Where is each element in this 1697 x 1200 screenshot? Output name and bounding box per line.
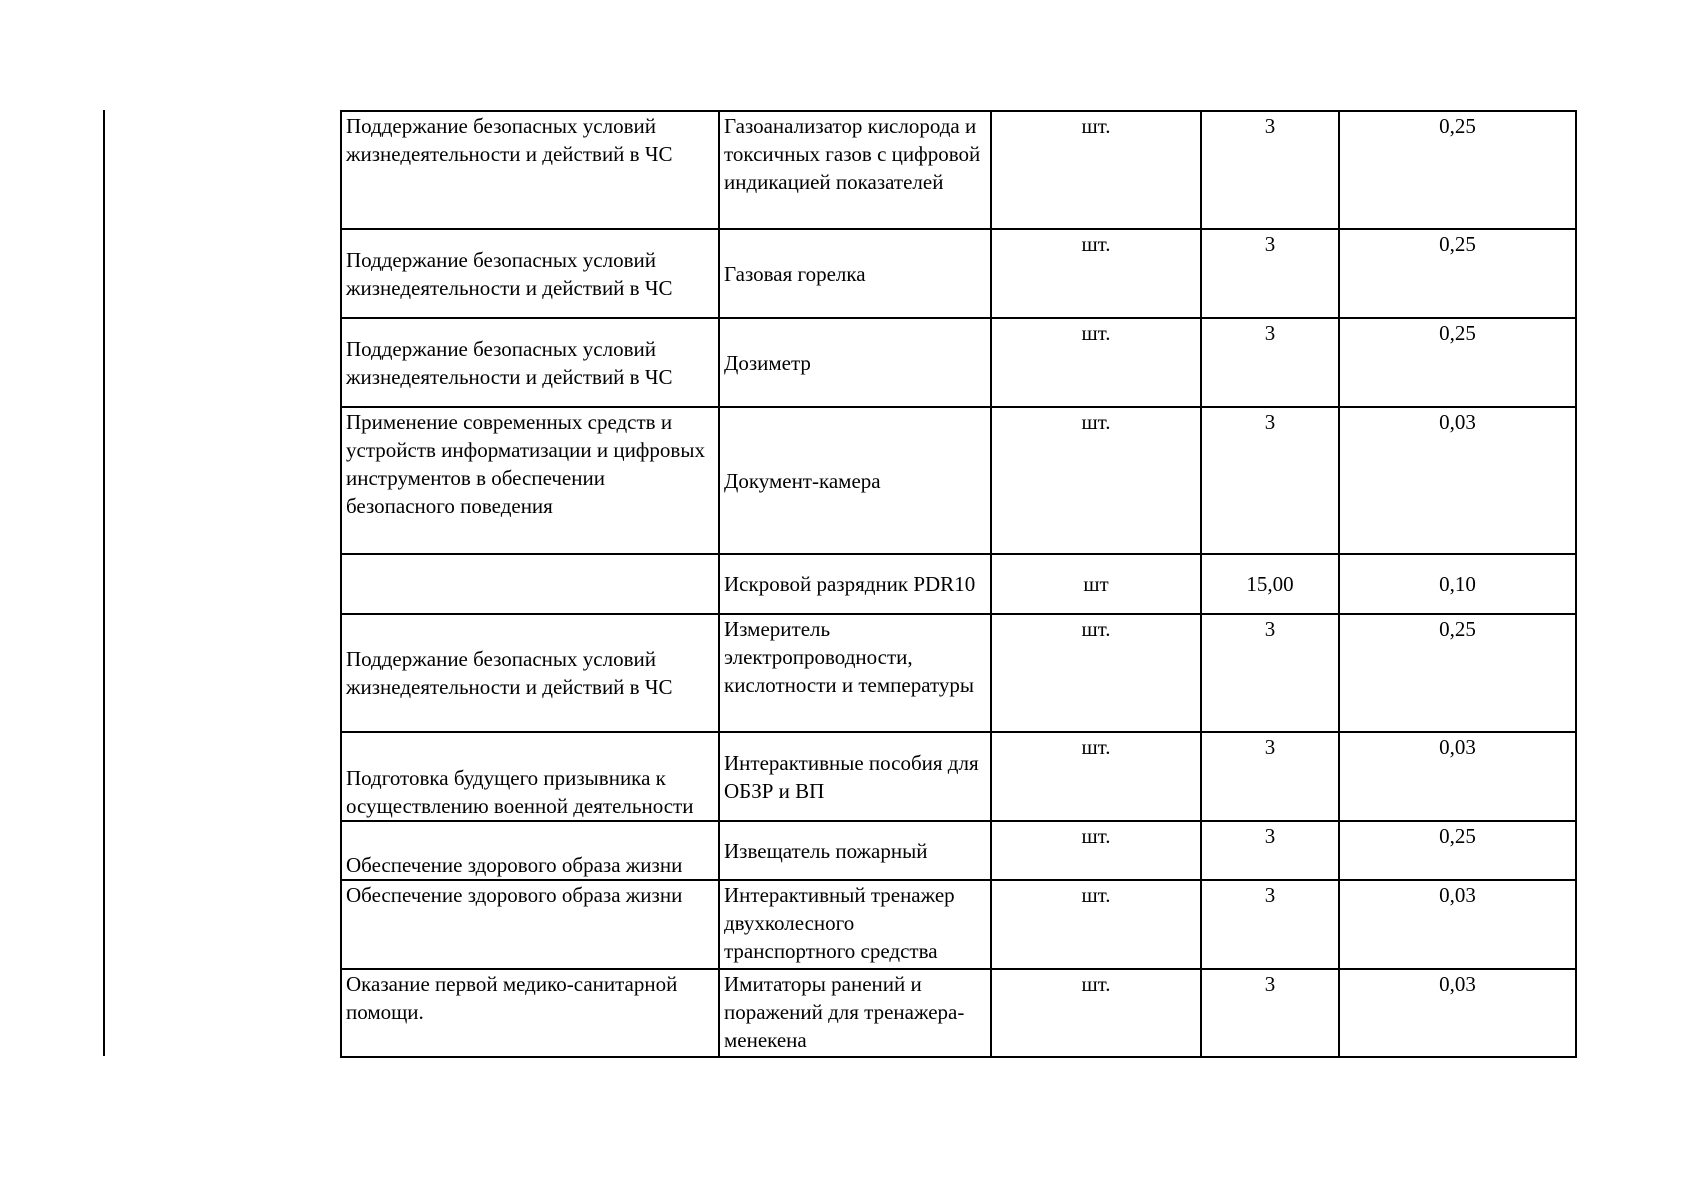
coef-cell: 0,25 (1339, 821, 1576, 880)
qty-cell: 3 (1201, 821, 1339, 880)
unit-cell: шт. (991, 318, 1201, 407)
coef-cell: 0,25 (1339, 229, 1576, 318)
coef-cell: 0,03 (1339, 969, 1576, 1057)
item-cell: Интерактивные пособия для ОБЗР и ВП (719, 732, 991, 821)
item-cell: Дозиметр (719, 318, 991, 407)
table-row (341, 969, 1576, 1057)
qty-cell: 3 (1201, 318, 1339, 407)
item-cell: Измеритель электропроводности, кислотности и температуры (719, 614, 991, 732)
unit-cell: шт. (991, 821, 1201, 880)
table-row (341, 407, 1576, 554)
qty-cell: 3 (1201, 614, 1339, 732)
section-cell: Поддержание безопасных условий жизнедеятельности и действий в ЧС (341, 229, 719, 318)
left-margin-rule (103, 110, 105, 1056)
unit-cell: шт. (991, 732, 1201, 821)
equipment-table (340, 110, 1577, 1058)
table-row (341, 732, 1576, 821)
table-row (341, 111, 1576, 229)
qty-cell: 3 (1201, 229, 1339, 318)
item-cell: Имитаторы ранений и поражений для тренажера-менекена (719, 969, 991, 1057)
item-cell: Искровой разрядник PDR10 (719, 554, 991, 614)
unit-cell: шт. (991, 229, 1201, 318)
section-cell: Поддержание безопасных условий жизнедеятельности и действий в ЧС (341, 318, 719, 407)
unit-cell: шт (991, 554, 1201, 614)
table-row (341, 318, 1576, 407)
qty-cell: 15,00 (1201, 554, 1339, 614)
table-row (341, 229, 1576, 318)
section-cell: Применение современных средств и устройств информатизации и цифровых инструментов в обеспечении безопасного поведения (341, 407, 719, 554)
coef-cell: 0,03 (1339, 407, 1576, 554)
coef-cell: 0,03 (1339, 732, 1576, 821)
qty-cell: 3 (1201, 407, 1339, 554)
section-cell: Обеспечение здорового образа жизни (341, 880, 719, 969)
table-row (341, 821, 1576, 880)
coef-cell: 0,25 (1339, 111, 1576, 229)
coef-cell: 0,03 (1339, 880, 1576, 969)
section-cell: Подготовка будущего призывника к осуществлению военной деятельности (341, 732, 719, 821)
section-cell: Обеспечение здорового образа жизни (341, 821, 719, 880)
coef-cell: 0,25 (1339, 318, 1576, 407)
unit-cell: шт. (991, 407, 1201, 554)
qty-cell: 3 (1201, 111, 1339, 229)
qty-cell: 3 (1201, 969, 1339, 1057)
qty-cell: 3 (1201, 880, 1339, 969)
item-cell: Газовая горелка (719, 229, 991, 318)
qty-cell: 3 (1201, 732, 1339, 821)
unit-cell: шт. (991, 614, 1201, 732)
section-cell (341, 554, 719, 614)
unit-cell: шт. (991, 111, 1201, 229)
coef-cell: 0,10 (1339, 554, 1576, 614)
item-cell: Газоанализатор кислорода и токсичных газов с цифровой индикацией показателей (719, 111, 991, 229)
table-row (341, 554, 1576, 614)
section-cell: Оказание первой медико-санитарной помощи. (341, 969, 719, 1057)
section-cell: Поддержание безопасных условий жизнедеятельности и действий в ЧС (341, 111, 719, 229)
item-cell: Извещатель пожарный (719, 821, 991, 880)
table-row (341, 880, 1576, 969)
item-cell: Документ-камера (719, 407, 991, 554)
coef-cell: 0,25 (1339, 614, 1576, 732)
table-row (341, 614, 1576, 732)
item-cell: Интерактивный тренажер двухколесного транспортного средства (719, 880, 991, 969)
unit-cell: шт. (991, 969, 1201, 1057)
section-cell: Поддержание безопасных условий жизнедеятельности и действий в ЧС (341, 614, 719, 732)
unit-cell: шт. (991, 880, 1201, 969)
